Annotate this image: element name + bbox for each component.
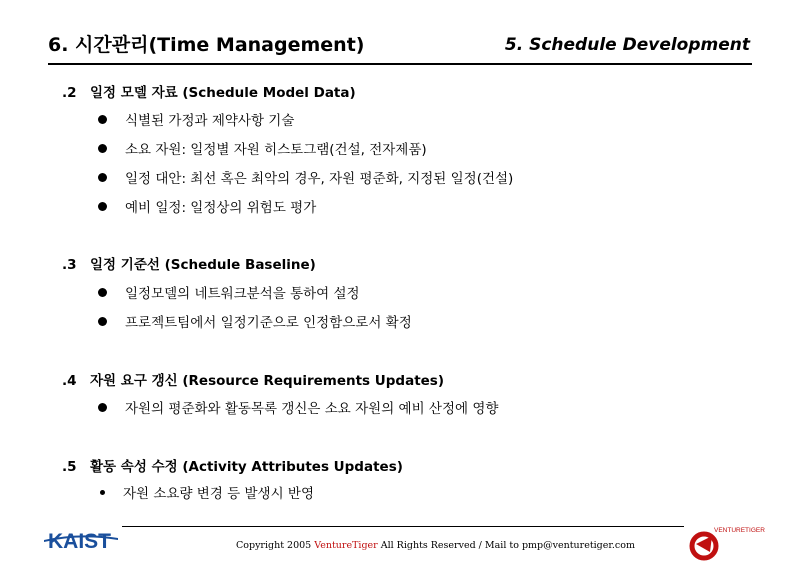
- bullet-icon: [98, 173, 107, 182]
- page-subtitle: 5. Schedule Development: [504, 35, 750, 55]
- list-item-text: 일정 대안: 최선 혹은 최악의 경우, 자원 평준화, 지정된 일정(건설): [125, 171, 514, 187]
- list-item: [100, 482, 314, 502]
- section-number: .5: [62, 459, 77, 475]
- footer-divider: [122, 526, 684, 527]
- copyright-suffix: All Rights Reserved / Mail to pmp@venturetiger.com: [377, 540, 635, 551]
- venturetiger-logo-text: VENTURETIGER: [714, 527, 765, 534]
- kaist-logo-text: KAIST: [48, 530, 111, 553]
- bullet-icon: [98, 317, 107, 326]
- section-title: 일정 모델 자료 (Schedule Model Data): [90, 85, 356, 101]
- section-heading: [62, 253, 316, 273]
- copyright-notice: [236, 540, 635, 551]
- list-item-text: 프로젝트팀에서 일정기준으로 인정함으로서 확정: [125, 315, 412, 331]
- list-item: [98, 397, 498, 417]
- list-item: [98, 109, 294, 129]
- bullet-icon: [98, 403, 107, 412]
- section-title: 일정 기준선 (Schedule Baseline): [90, 257, 316, 273]
- bullet-icon: [98, 115, 107, 124]
- list-item-text: 소요 자원: 일정별 자원 히스토그램(건설, 전자제품): [125, 142, 427, 158]
- list-item-text: 예비 일정: 일정상의 위험도 평가: [125, 200, 317, 216]
- list-item: [98, 167, 513, 187]
- section-number: .2: [62, 85, 77, 101]
- section-heading: [62, 369, 444, 389]
- page-title: 6. 시간관리(Time Management): [48, 34, 365, 56]
- list-item-text: 식별된 가정과 제약사항 기술: [125, 113, 295, 129]
- section-heading: [62, 455, 403, 475]
- copyright-prefix: Copyright 2005: [236, 540, 315, 551]
- list-item-text: 자원의 평준화와 활동목록 갱신은 소요 자원의 예비 산정에 영향: [125, 401, 499, 417]
- section-number: .3: [62, 257, 77, 273]
- section-number: .4: [62, 373, 77, 389]
- venturetiger-logo: [686, 522, 786, 562]
- list-item: [98, 282, 360, 302]
- copyright-brand: VentureTiger: [314, 540, 378, 551]
- title-divider: [48, 63, 752, 65]
- list-item-text: 일정모델의 네트워크분석을 통하여 설정: [125, 286, 360, 302]
- list-item-text: 자원 소요량 변경 등 발생시 반영: [123, 486, 314, 502]
- section-heading: [62, 81, 356, 101]
- list-item: [98, 196, 316, 216]
- bullet-icon: [98, 144, 107, 153]
- kaist-logo: [42, 524, 120, 554]
- bullet-icon: [100, 490, 105, 495]
- list-item: [98, 311, 412, 331]
- section-title: 활동 속성 수정 (Activity Attributes Updates): [90, 459, 403, 475]
- section-title: 자원 요구 갱신 (Resource Requirements Updates): [90, 373, 445, 389]
- list-item: [98, 138, 427, 158]
- bullet-icon: [98, 202, 107, 211]
- bullet-icon: [98, 288, 107, 297]
